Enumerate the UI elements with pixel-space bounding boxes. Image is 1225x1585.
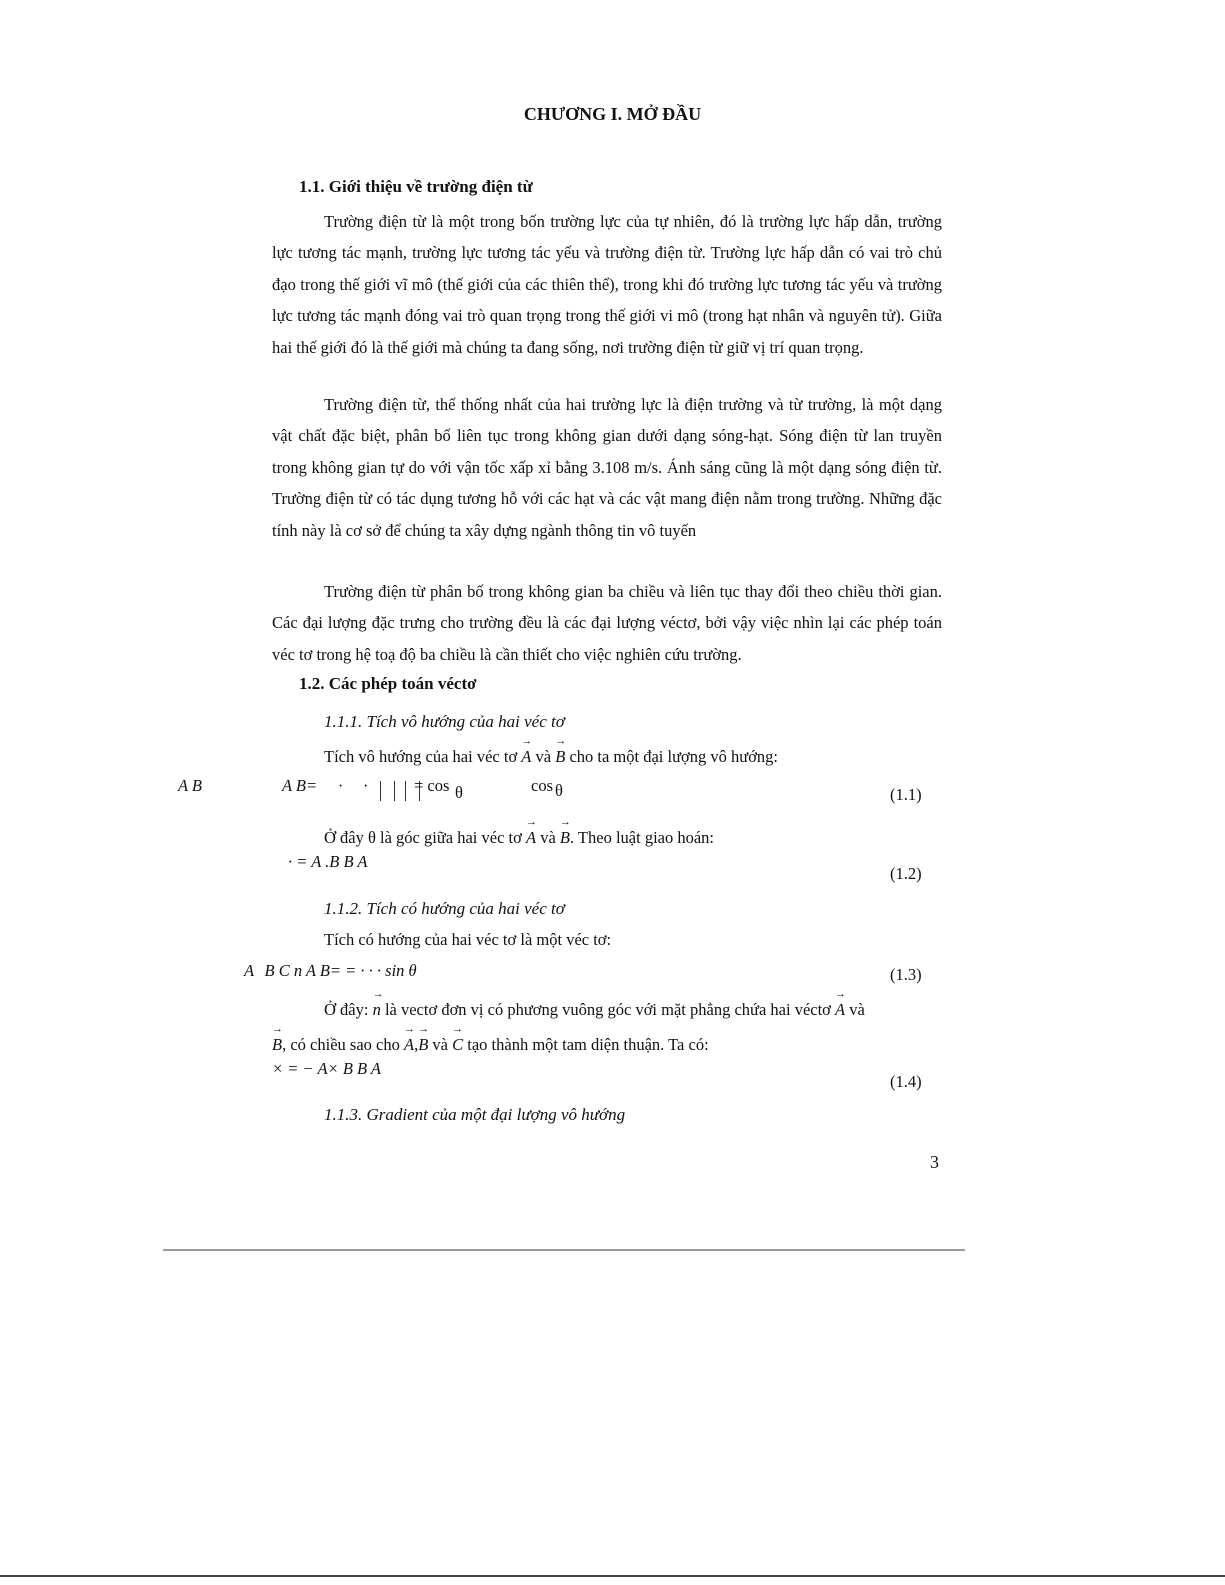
paragraph-1-text: Trường điện từ là một trong bốn trường lực của tự nhiên, đó là trường lực hấp dẫn, trường lực tương tác mạnh, trường lực tương tác yếu và trường điện từ. Trường lực hấp dẫn có vai trò chủ đạo trong thế giới vĩ mô (thế giới của các thiên thể), trong khi đó trường lực tương tác yếu và trường lực tương tác mạnh đóng vai trò quan trọng trong thế giới vi mô (trong hạt nhân và nguyên tử). Giữa hai thế giới đó là thế giới mà chúng ta đang sống, nơi trường điện từ giữ vị trí quan trọng. [272,212,942,357]
equation-1-3: A B C n A B= = · · · sin θ [244,961,417,980]
vector-c: → C [452,1035,463,1054]
abs-bar [394,781,395,801]
vector-a: → A [404,1035,414,1054]
vector-a: → A [521,747,531,766]
vector-a: → A [526,828,536,847]
paragraph-2-text: Trường điện từ, thể thống nhất của hai trường lực là điện trường và từ trường, là một dạng vật chất đặc biệt, phân bố liên tục trong không gian dưới dạng sóng-hạt. Sóng điện từ lan truyền trong không gian tự do với vận tốc xấp xỉ bằng 3.108 m/s. Ánh sáng cũng là một dạng sóng điện từ. Trường điện từ có tác dụng tương hỗ với các hạt và các vật mang điện nằm trong trường. Những đặc tính này là cơ sở để chúng ta xây dựng ngành thông tin vô tuyến [272,395,942,540]
after13-text-b: là vectơ đơn vị có phương vuông góc với mặt phẳng chứa hai véctơ [384,1000,831,1019]
section-heading-1-1: 1.1. Giới thiệu về trường điện từ [299,177,533,196]
equation-number-1-3: (1.3) [890,965,922,984]
equation-1-1-cos-2: cos [531,776,553,795]
page-divider [163,1249,965,1251]
dot-intro-text-b: và [535,747,552,766]
equation-number-1-4: (1.4) [890,1072,922,1091]
after11-text-a: Ở đây θ là góc giữa hai véc tơ [324,828,522,847]
page-number: 3 [930,1152,939,1172]
equation-1-4: × = − A× B B A [272,1059,382,1078]
vector-b: → B [560,828,570,847]
bottom-border [0,1575,1225,1577]
vector-b: → B [272,1035,282,1054]
equation-1-1-theta-1: θ [455,783,463,802]
dot-intro-text-c: cho ta một đại lượng vô hướng: [569,747,778,766]
subsection-heading-1-1-1: 1.1.1. Tích vô hướng của hai véc tơ [324,712,565,731]
vector-a: → A [835,1000,845,1019]
dot-intro-text-a: Tích vô hướng của hai véc tơ [324,747,518,766]
vector-b: → B [418,1035,428,1054]
paragraph-3-text: Trường điện từ phân bố trong không gian ba chiều và liên tục thay đổi theo chiều thời gian. Các đại lượng đặc trưng cho trường đều là các đại lượng véctơ, bởi vậy việc nhìn lại các phép toán véc tơ trong hệ toạ độ ba chiều là cần thiết cho việc nghiên cứu trường. [272,582,942,664]
after-eq-1-3-line-2 [272,1035,709,1055]
chapter-title: CHƯƠNG I. MỞ ĐẦU [523,104,702,124]
section-heading-1-2: 1.2. Các phép toán véctơ [299,674,477,693]
equation-number-1-1: (1.1) [890,785,922,804]
unit-vector-n: → n [373,1000,381,1019]
after11-text-b: và [540,828,556,847]
after13-text-f: tạo thành một tam diện thuận. Ta có: [467,1035,709,1054]
after-eq-1-3-line-1 [324,1000,865,1020]
comma: , [414,1035,419,1054]
after13-text-a: Ở đây: [324,1000,369,1019]
dot-product-intro [324,747,778,767]
equation-1-1-cos-1: = cos [414,776,450,795]
equation-1-2: · = A .B B A [288,852,368,871]
subsection-heading-1-1-2: 1.1.2. Tích có hướng của hai véc tơ [324,899,565,918]
after13-text-d: , có chiều sao cho [282,1035,400,1054]
paragraph-3 [272,576,942,670]
equation-number-1-2: (1.2) [890,864,922,883]
cross-product-intro: Tích có hướng của hai véc tơ là một véc tơ: [324,930,612,949]
after11-text-c: . Theo luật giao hoán: [569,828,715,847]
equation-1-1-left: A B [178,776,202,795]
vector-b: → B [555,747,565,766]
equation-1-1-main: A B= ⃗ · ⃗ · [282,776,368,795]
abs-bar [380,781,381,801]
abs-bar [405,781,406,801]
equation-1-1-theta-2: θ [555,781,563,800]
paragraph-1 [272,206,942,363]
after13-text-e: và [432,1035,448,1054]
after-eq-1-1-text [324,828,714,848]
paragraph-2 [272,389,942,546]
after13-text-c: và [849,1000,865,1019]
subsection-heading-1-1-3: 1.1.3. Gradient của một đại lượng vô hướng [324,1105,626,1124]
